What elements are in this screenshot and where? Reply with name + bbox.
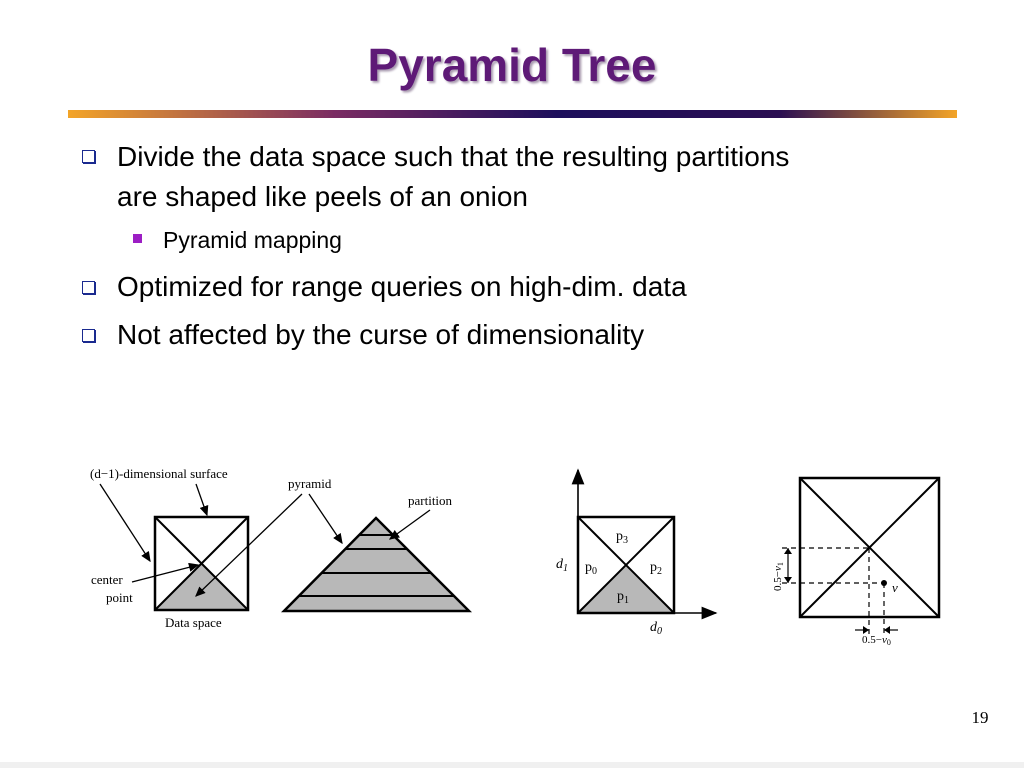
label-p3: $p_3$ <box>616 529 628 546</box>
label-p1: $p_1$ <box>617 589 629 606</box>
data-space-label: Data space <box>165 615 222 630</box>
label-d0: $d_0$ <box>650 620 662 637</box>
arrowhead <box>784 577 792 583</box>
page-number: 19 <box>971 708 989 727</box>
partition-arrow <box>390 510 430 539</box>
slide-title: Pyramid Tree <box>367 39 657 91</box>
pyramid-shape <box>284 518 469 611</box>
bullet-2: Optimized for range queries on high-dim. data <box>117 271 687 302</box>
bullet-1-line-2: are shaped like peels of an onion <box>117 181 528 212</box>
arrowhead <box>784 548 792 554</box>
partition-label: partition <box>408 493 453 508</box>
shaded-pyramid-region <box>155 564 248 610</box>
label-p2: $p_2$ <box>650 560 662 577</box>
arrowhead <box>863 626 869 634</box>
label-horizontal-distance: 0.5−v0 <box>862 634 891 647</box>
bullet-1-line-1: Divide the data space such that the resulting partitions <box>117 141 790 172</box>
pyramid-numbering-diagram <box>578 470 716 613</box>
data-space-diagram <box>155 517 248 610</box>
center-label-line-1: center <box>91 572 123 587</box>
point-height-diagram <box>782 478 939 636</box>
arrowhead <box>884 626 890 634</box>
sub-bullet-pyramid-mapping: Pyramid mapping <box>163 227 342 253</box>
label-p0: $p_0$ <box>585 560 597 577</box>
pyramid-label: pyramid <box>288 476 332 491</box>
footer-strip <box>0 762 1024 768</box>
partitioned-pyramid <box>284 518 469 611</box>
label-v: v <box>892 580 898 595</box>
pyramid-arrow <box>309 494 342 543</box>
surface-label: (d−1)-dimensional surface <box>90 466 228 481</box>
surface-arrow <box>196 484 207 515</box>
surface-arrow <box>100 484 150 561</box>
label-vertical-distance: 0.5−v1 <box>772 562 785 591</box>
label-d1: $d_1$ <box>556 557 568 574</box>
bullet-3: Not affected by the curse of dimensionality <box>117 319 645 350</box>
point-v <box>881 580 887 586</box>
center-label-line-2: point <box>106 590 133 605</box>
